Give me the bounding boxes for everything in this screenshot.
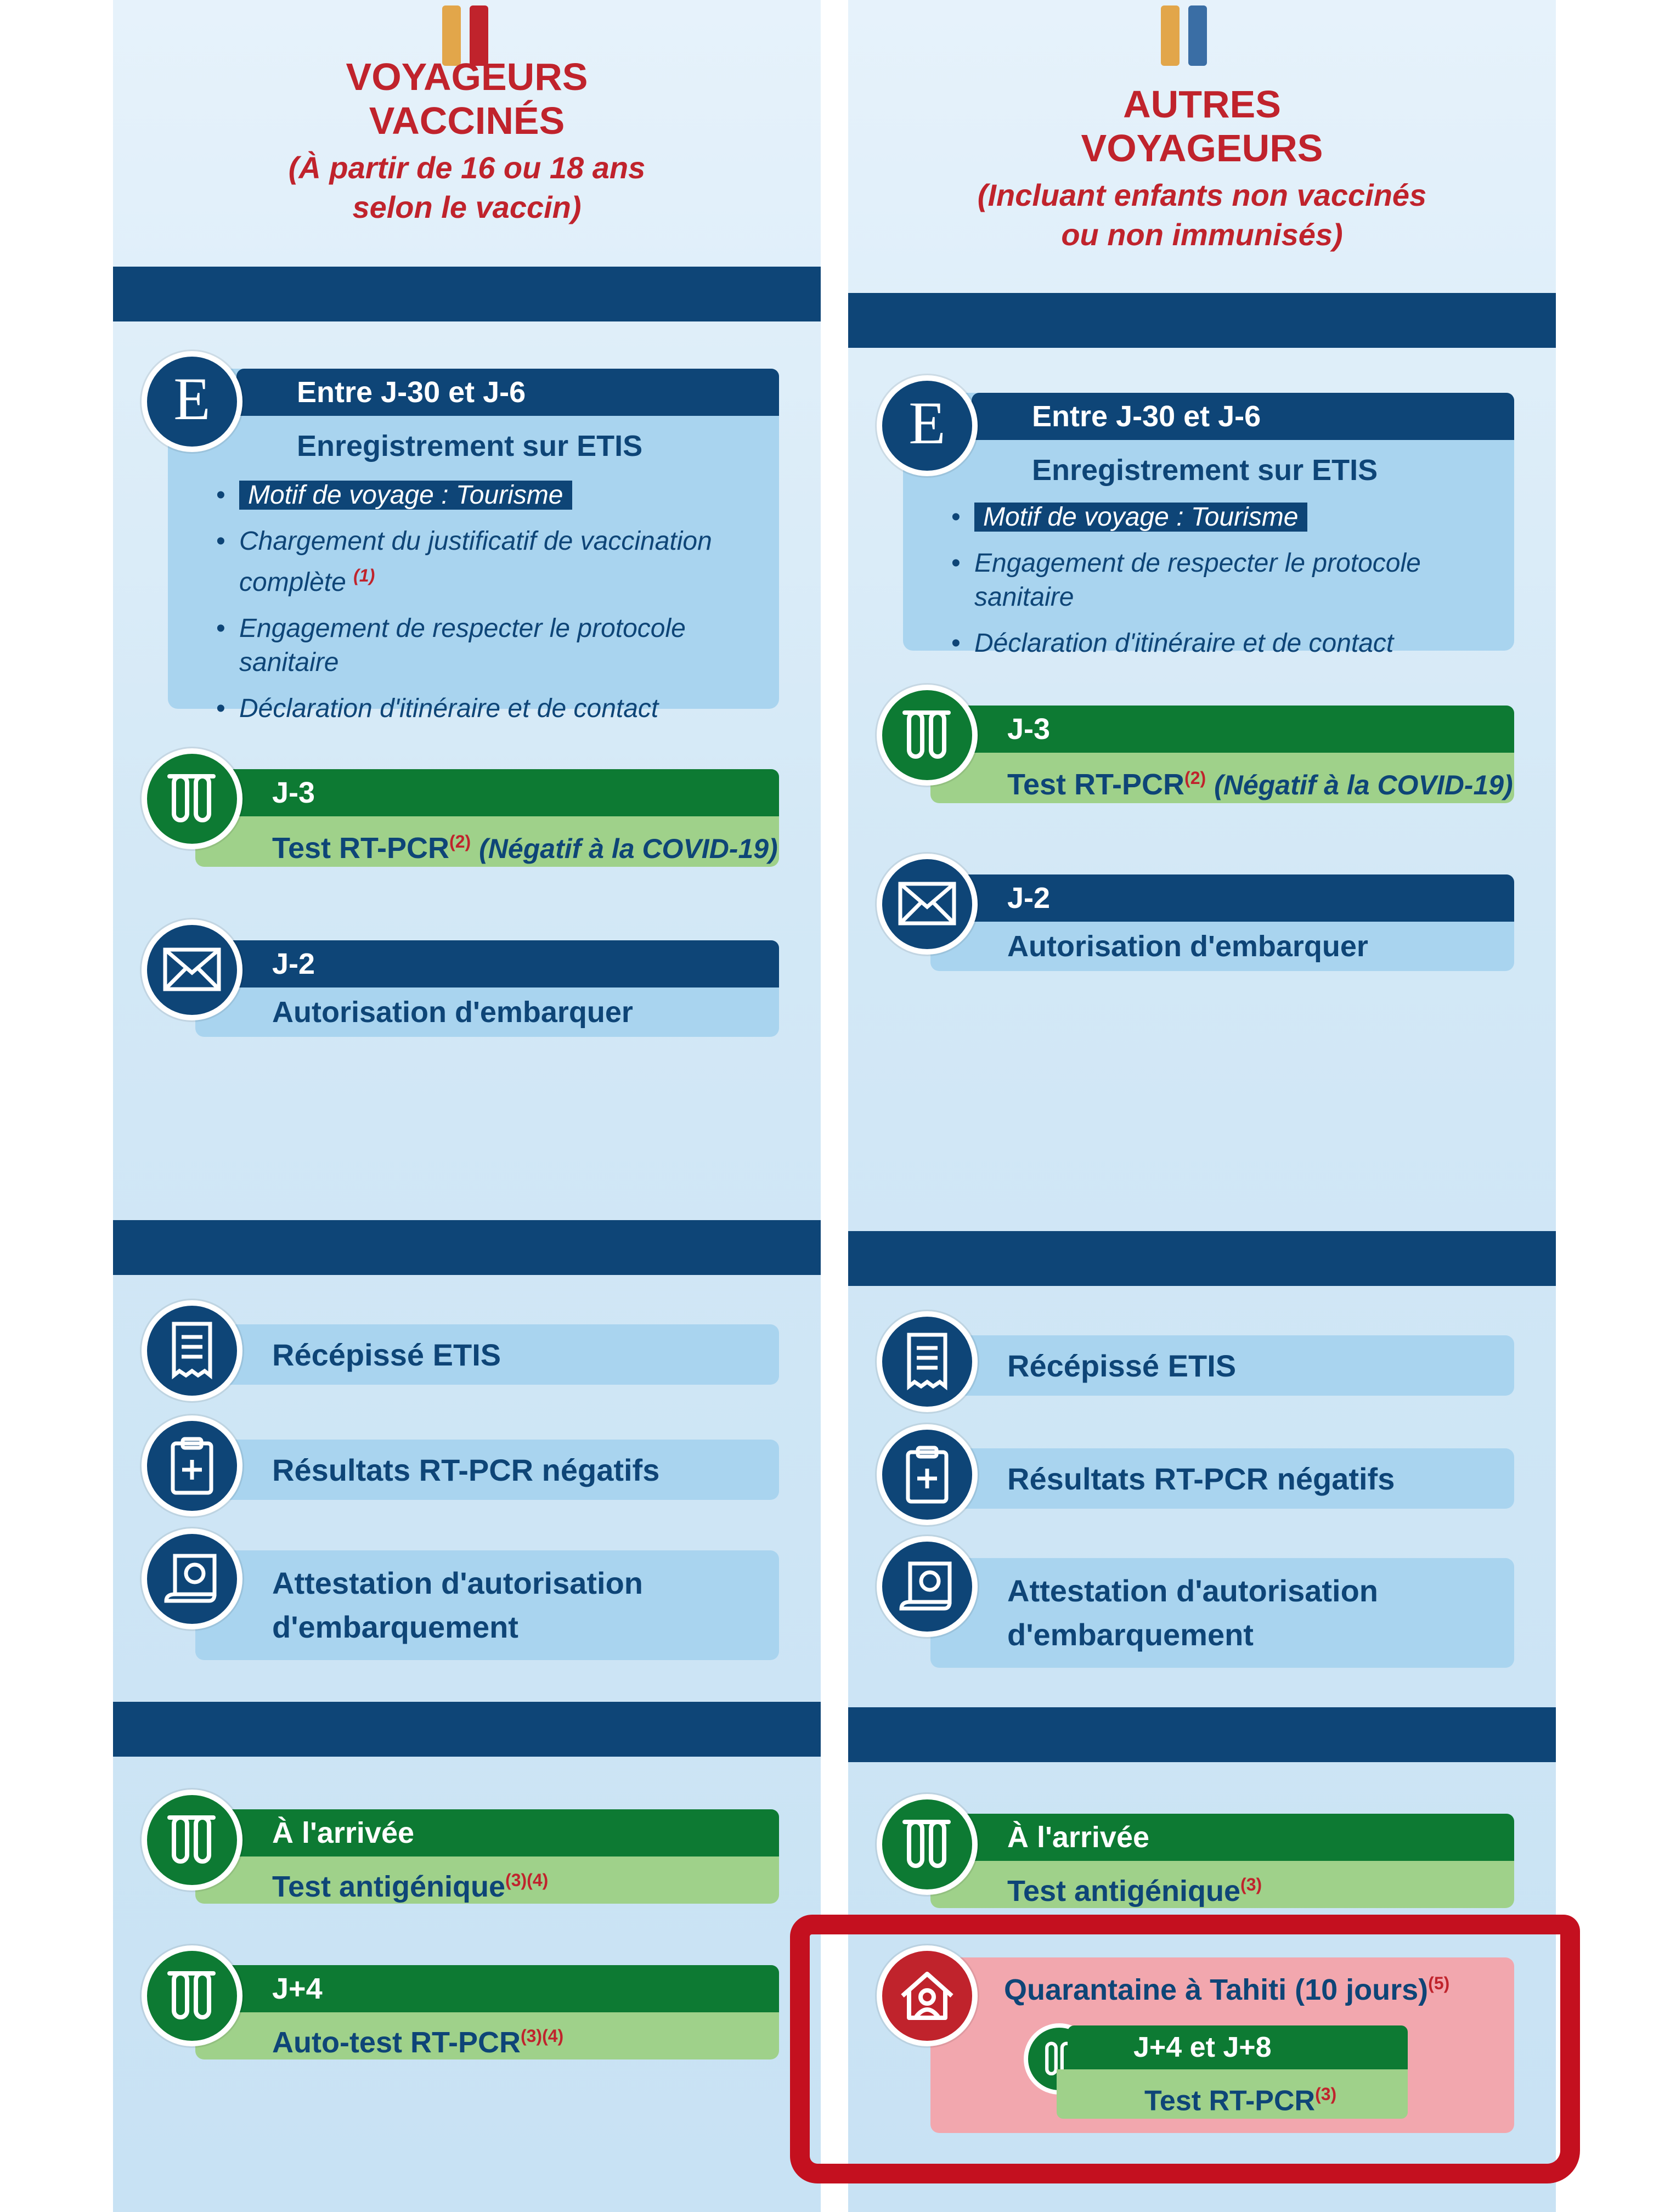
column-header: [848, 82, 1556, 255]
certificate-scroll-icon: [877, 1536, 978, 1637]
traveler-figure-icon: [1144, 0, 1232, 66]
test-tubes-icon: [142, 1790, 242, 1891]
column-other-travelers: [848, 0, 1556, 2212]
section-band: [113, 1220, 821, 1275]
etis-label: Enregistrement sur ETIS: [297, 430, 643, 462]
j3-test-step: [848, 685, 1556, 822]
j2-day-label: J-2: [212, 940, 779, 988]
column-header: [113, 55, 821, 227]
list-item: • Motif de voyage : Tourisme: [941, 500, 1498, 534]
j2-authorization-step: [848, 854, 1556, 991]
column-vaccinated: [113, 0, 821, 2212]
home-person-icon: [877, 1945, 978, 2046]
etis-registration-card: [903, 393, 1514, 658]
test-tubes-icon: [142, 748, 242, 849]
svg-text:E: E: [909, 393, 946, 456]
list-item: • Engagement de respecter le protocole sanitaire: [206, 612, 763, 680]
doc-receipt-step: [113, 1300, 821, 1410]
doc-attestation-step: [113, 1528, 821, 1660]
etis-window-label: Entre J-30 et J-6: [236, 369, 779, 416]
column-subtitle-line2: ou non immunisés): [1061, 217, 1343, 252]
j4-test-step: [113, 1945, 821, 2072]
j3-test-bar: Test RT-PCR$^{(2)}$ (Négatif à la COVID-19): [195, 816, 779, 867]
arrival-when-label: À l'arrivée: [947, 1814, 1514, 1861]
section-band: [848, 1707, 1556, 1762]
test-tubes-icon: [877, 685, 978, 786]
quarantine-when-label: J+4 et J+8: [1068, 2025, 1408, 2069]
doc-receipt-step: [848, 1311, 1556, 1421]
svg-text:E: E: [173, 369, 211, 432]
j4-when-label: J+4: [212, 1965, 779, 2012]
list-item: • Chargement du justificatif de vaccination complète $^{(1)}$: [206, 524, 763, 600]
j2-day-label: J-2: [947, 874, 1514, 922]
arrival-when-label: À l'arrivée: [212, 1809, 779, 1857]
section-band: [113, 267, 821, 321]
doc-results-label: Résultats RT-PCR négatifs: [930, 1448, 1514, 1509]
j4-test-bar: Auto-test RT-PCR$^{(3)(4)}$: [195, 2012, 779, 2059]
test-tubes-icon: [877, 1794, 978, 1895]
section-band: [848, 1231, 1556, 1286]
receipt-icon: [142, 1300, 242, 1401]
doc-results-step: [113, 1415, 821, 1525]
doc-attestation-label: Attestation d'autorisation d'embarquement: [195, 1550, 779, 1660]
certificate-scroll-icon: [142, 1528, 242, 1629]
column-title-line1: VOYAGEURS: [346, 55, 588, 98]
column-title-line2: VACCINÉS: [369, 99, 565, 142]
section-band: [848, 293, 1556, 348]
etis-label: Enregistrement sur ETIS: [1032, 454, 1378, 487]
list-item: • Déclaration d'itinéraire et de contact: [206, 692, 763, 726]
column-subtitle-line2: selon le vaccin): [352, 190, 582, 224]
doc-attestation-label: Attestation d'autorisation d'embarquement: [930, 1558, 1514, 1668]
j3-test-bar: Test RT-PCR$^{(2)}$ (Négatif à la COVID-19): [930, 753, 1514, 803]
letter-e-icon: [142, 351, 242, 452]
column-title-line1: AUTRES: [1123, 83, 1281, 126]
envelope-icon: [142, 919, 242, 1020]
j3-test-step: [113, 748, 821, 885]
column-title-line2: VOYAGEURS: [1081, 127, 1323, 170]
etis-window-label: Entre J-30 et J-6: [972, 393, 1514, 440]
receipt-icon: [877, 1311, 978, 1412]
doc-receipt-label: Récépissé ETIS: [930, 1335, 1514, 1396]
list-item: • Engagement de respecter le protocole sanitaire: [941, 546, 1498, 614]
test-tubes-icon: [142, 1945, 242, 2046]
doc-attestation-step: [848, 1536, 1556, 1668]
envelope-icon: [877, 854, 978, 955]
doc-results-label: Résultats RT-PCR négatifs: [195, 1440, 779, 1500]
column-subtitle-line1: (À partir de 16 ou 18 ans: [288, 150, 646, 185]
column-subtitle-line1: (Incluant enfants non vaccinés: [977, 178, 1427, 212]
doc-results-step: [848, 1424, 1556, 1534]
section-band: [113, 1702, 821, 1757]
j2-label: Autorisation d'embarquer: [930, 922, 1514, 971]
j2-label: Autorisation d'embarquer: [195, 988, 779, 1037]
quarantine-test-bar: Test RT-PCR$^{(3)}$: [1057, 2069, 1408, 2119]
list-item: • Motif de voyage : Tourisme: [206, 478, 763, 512]
clipboard-medical-icon: [142, 1415, 242, 1516]
clipboard-medical-icon: [877, 1424, 978, 1525]
arrival-test-bar: Test antigénique$^{(3)}$: [930, 1861, 1514, 1908]
arrival-test-step: [113, 1790, 821, 1916]
etis-bullet-list: [206, 478, 763, 738]
letter-e-icon: [877, 375, 978, 476]
doc-receipt-label: Récépissé ETIS: [195, 1324, 779, 1385]
j3-day-label: J-3: [947, 706, 1514, 753]
list-item: • Déclaration d'itinéraire et de contact: [941, 627, 1498, 661]
etis-bullet-list: [941, 500, 1498, 673]
arrival-test-step: [848, 1794, 1556, 1920]
quarantine-title: Quarantaine à Tahiti (10 jours)$^{(5)}$: [1004, 1973, 1450, 2006]
j2-authorization-step: [113, 919, 821, 1057]
etis-registration-card: [168, 369, 779, 723]
arrival-test-bar: Test antigénique$^{(3)(4)}$: [195, 1857, 779, 1904]
j3-day-label: J-3: [212, 769, 779, 816]
